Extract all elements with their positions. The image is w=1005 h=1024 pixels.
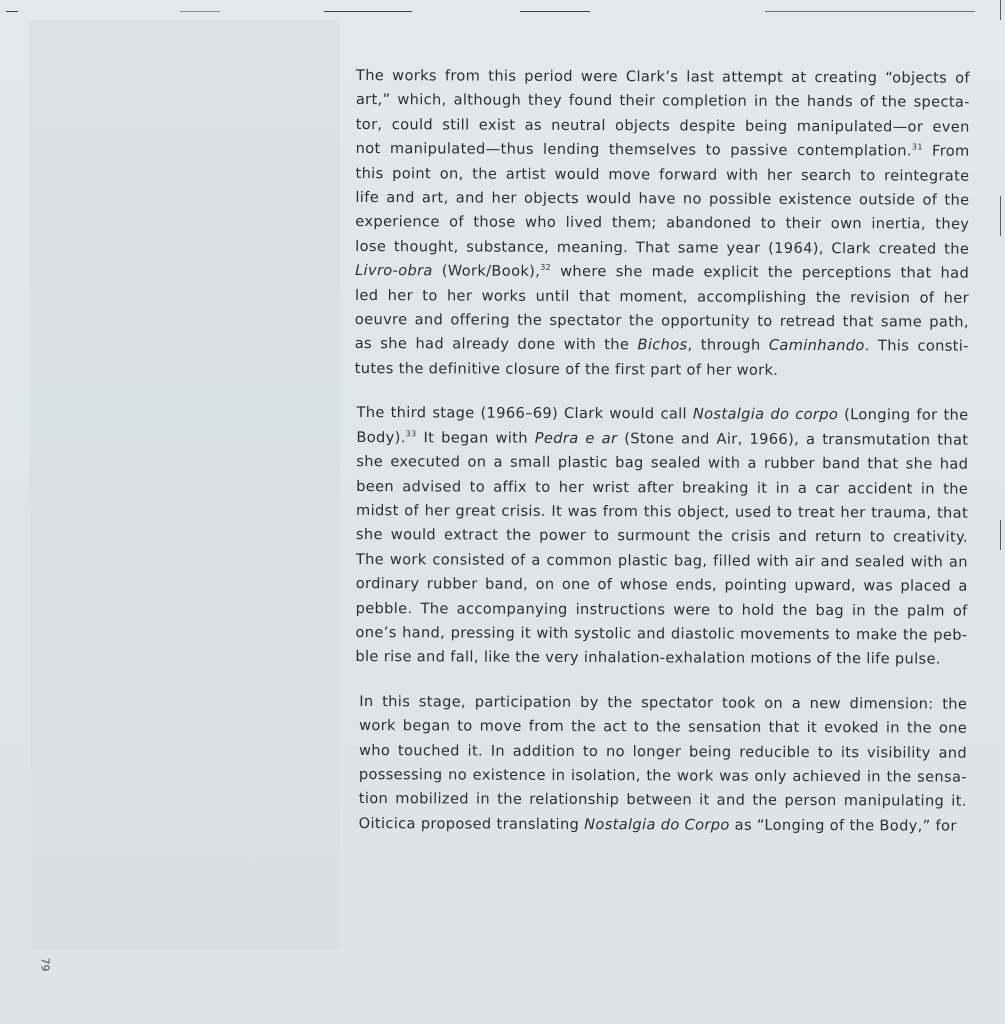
text-line — [355, 235, 969, 262]
text-run: as “Longing of the Body,” for — [729, 816, 957, 835]
text-line — [356, 426, 968, 453]
text-run: ordinary rubber band, on one of whose ends, pointing upward, was placed a — [355, 575, 968, 595]
text-run: (Longing for the — [838, 406, 969, 424]
text-line — [355, 332, 969, 359]
text-run: pebble. The accompanying instructions were to hold the bag in the palm of — [355, 599, 968, 620]
text-line — [356, 401, 968, 428]
text-run: From — [922, 142, 970, 160]
text-line — [356, 137, 970, 164]
text-run: work began to move from the act to the sensation that it evoked in the one — [359, 717, 968, 737]
text-line — [356, 499, 968, 526]
text-run: lose thought, substance, meaning. That same year (1964), Clark created the — [355, 237, 970, 258]
text-line — [355, 210, 969, 237]
text-line — [355, 162, 969, 189]
edge-mark — [1000, 520, 1001, 550]
text-run: art,” which, although they found their completion in the hands of the specta- — [355, 91, 970, 112]
text-line — [356, 572, 968, 599]
text-line — [359, 714, 967, 741]
text-line — [356, 475, 968, 502]
text-line — [356, 64, 970, 91]
edge-mark — [1000, 196, 1001, 236]
text-line — [359, 763, 967, 790]
text-run: tion mobilized in the relationship between it and the person manipulating it. — [358, 790, 967, 811]
text-line — [355, 357, 969, 384]
text-run: ble rise and fall, like the very inhalation-exhalation motions of the life pulse. — [355, 648, 941, 668]
text-line — [359, 787, 967, 814]
text-run: . This consti- — [864, 337, 969, 356]
text-run: this point on, the artist would move forward with her search to reintegrate — [355, 164, 970, 185]
text-run: led her to her works until that moment, accomplishing the revision of her — [354, 286, 970, 307]
italic-title: Nostalgia do corpo — [692, 405, 839, 424]
text-line — [359, 812, 967, 839]
edge-mark — [1000, 0, 1001, 20]
paragraph — [359, 690, 968, 839]
text-run: experience of those who lived them; abandoned to their own inertia, they — [355, 213, 970, 234]
crop-mark — [520, 11, 590, 12]
text-line — [355, 621, 967, 648]
text-line — [355, 645, 967, 672]
text-line — [359, 739, 967, 766]
text-line — [355, 308, 969, 335]
text-run: life and art, and her objects would have no possible existence outside of the — [355, 189, 970, 209]
text-run: one’s hand, pressing it with systolic and diastolic movements to make the peb- — [355, 623, 968, 644]
text-run: It began with — [416, 428, 535, 447]
text-run: possessing no existence in isolation, the work was only achieved in the sensa- — [358, 765, 967, 786]
text-run: Body). — [356, 428, 406, 446]
footnote-ref: 32 — [540, 263, 552, 273]
paragraph — [355, 401, 968, 672]
text-run: she would extract the power to surmount the crisis and return to creativity. — [355, 526, 968, 546]
crop-mark — [6, 11, 18, 12]
text-run: tutes the definitive closure of the first part of her work. — [354, 359, 779, 379]
crop-mark — [180, 11, 220, 12]
italic-title: Bichos — [637, 336, 688, 354]
text-run: oeuvre and offering the spectator the opportunity to retread that same path, — [354, 311, 969, 331]
text-run: as she had already done with the — [354, 335, 638, 354]
text-run: she executed on a small plastic bag sealed with a rubber band that she had — [356, 453, 969, 473]
footnote-ref: 31 — [911, 142, 923, 152]
text-line — [355, 186, 969, 213]
text-run: tor, could still exist as neutral objects despite being manipulated—or even — [355, 115, 970, 136]
text-line — [356, 88, 970, 115]
crop-mark — [324, 11, 412, 12]
text-run: not manipulated—thus lending themselves to passive contemplation. — [355, 140, 912, 160]
paragraph — [355, 64, 970, 384]
text-run: (Work/Book), — [432, 262, 541, 281]
text-run: been advised to affix to her wrist after breaking it in a car accident in the — [356, 477, 969, 498]
text-run: who touched it. In addition to no longer being reducible to its visibility and — [358, 741, 968, 762]
text-line — [356, 523, 968, 550]
body-text — [353, 64, 970, 859]
footnote-ref: 33 — [405, 428, 417, 438]
italic-title: Pedra e ar — [534, 429, 618, 447]
text-run: (Stone and Air, 1966), a transmutation that — [617, 429, 969, 449]
text-line — [356, 597, 968, 624]
page-number: 79 — [38, 957, 52, 972]
text-run: where she made explicit the perceptions that had — [551, 263, 970, 282]
text-line — [355, 259, 969, 286]
text-run: The works from this period were Clark’s last attempt at creating “objects of — [355, 66, 970, 87]
text-run: , through — [687, 336, 769, 355]
text-run: In this stage, participation by the spectator took on a new dimension: the — [359, 692, 968, 713]
italic-title: Livro-obra — [355, 262, 433, 280]
text-run: The third stage (1966–69) Clark would call — [356, 404, 693, 423]
text-line — [356, 450, 968, 477]
text-run: midst of her great crisis. It was from this object, used to treat her trauma, that — [356, 501, 969, 522]
text-run: The work consisted of a common plastic bag, filled with air and sealed with an — [355, 550, 968, 571]
text-run: Oiticica proposed translating — [358, 814, 585, 833]
crop-mark — [765, 11, 975, 12]
italic-title: Caminhando — [768, 337, 865, 355]
text-line — [355, 284, 969, 311]
text-line — [356, 548, 968, 575]
text-line — [356, 113, 970, 140]
italic-title: Nostalgia do Corpo — [584, 815, 730, 834]
page-shadow — [30, 20, 340, 950]
text-line — [359, 690, 967, 717]
